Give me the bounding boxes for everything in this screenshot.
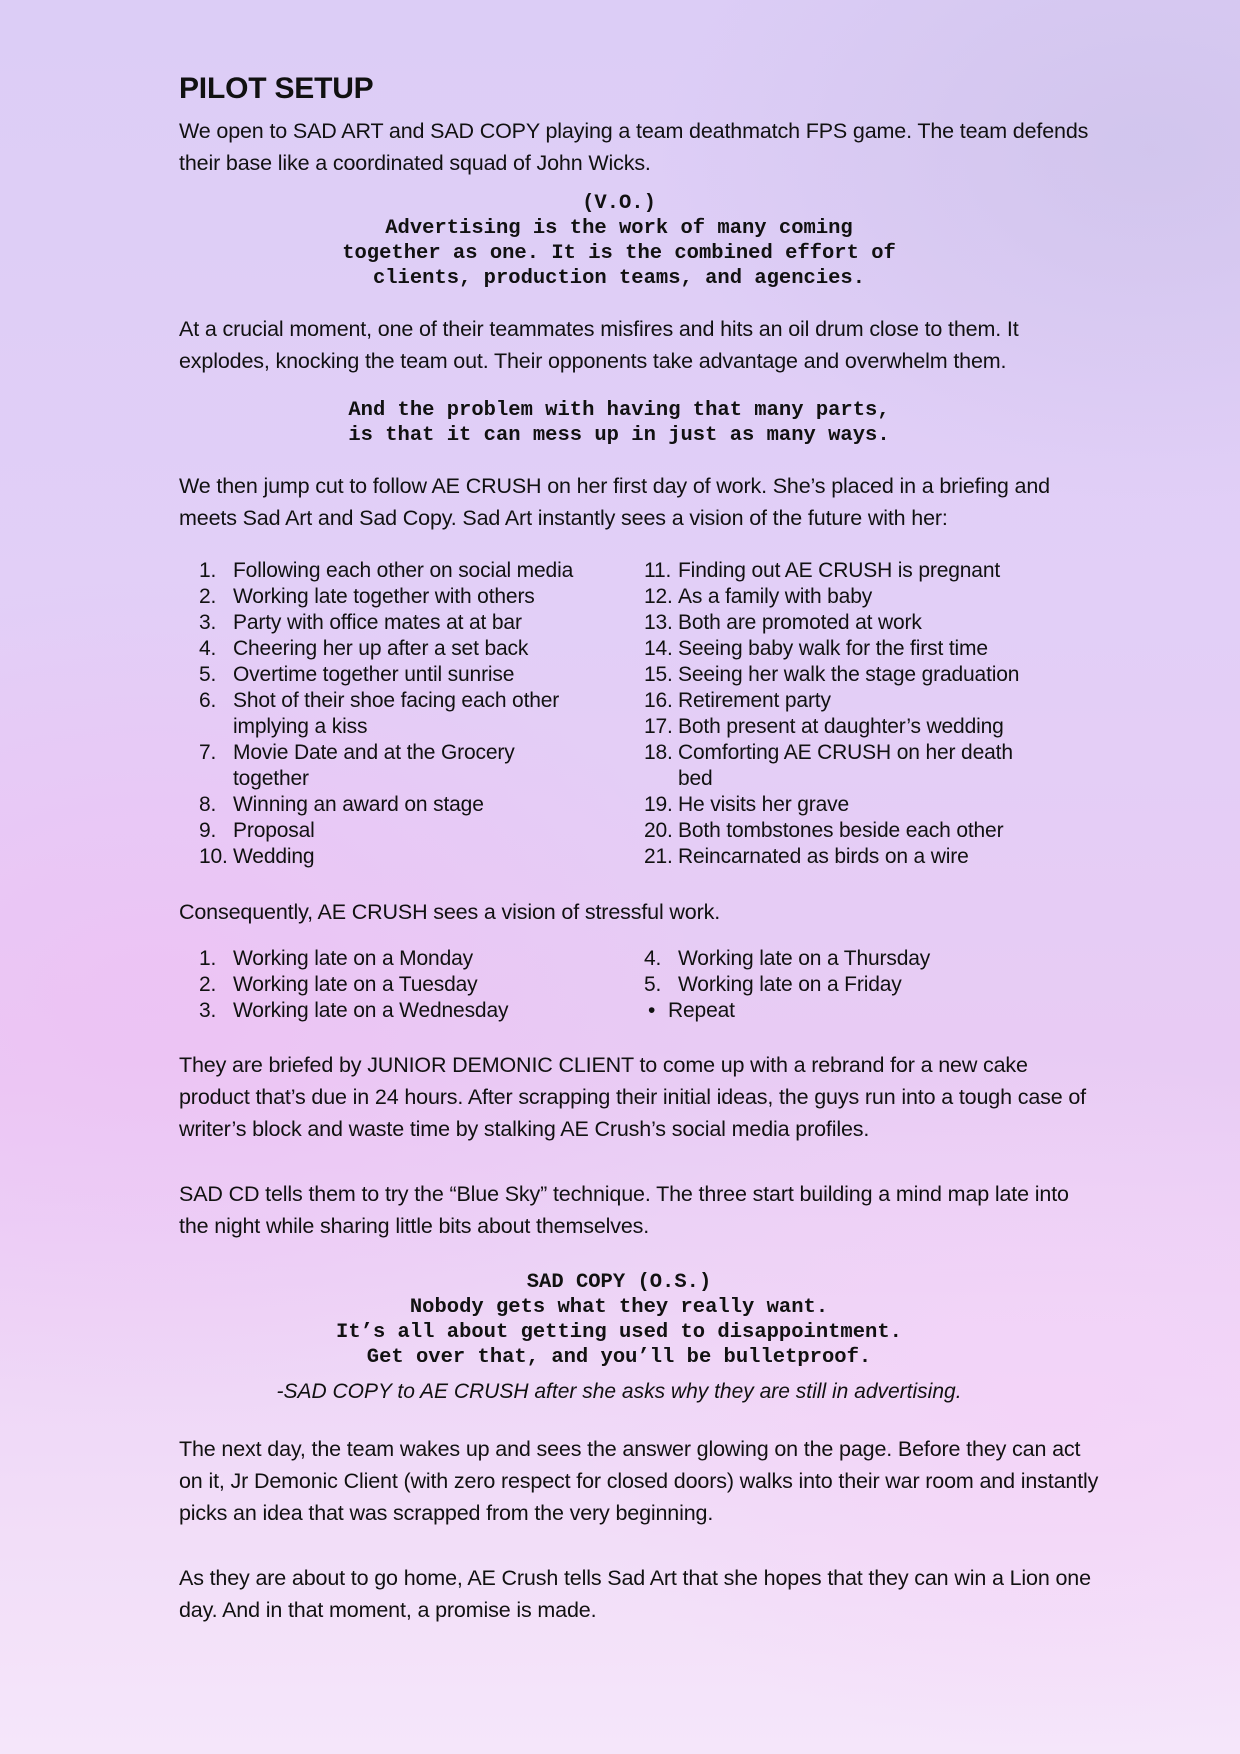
- list-item: • Repeat: [648, 999, 735, 1022]
- list-item: 16. Retirement party: [644, 689, 831, 712]
- list-item: 8. Winning an award on stage: [199, 793, 484, 816]
- list-item: 9. Proposal: [199, 819, 315, 842]
- paragraph-jump-cut: We then jump cut to follow AE CRUSH on her first day of work. She’s placed in a briefing and meets Sad Art and Sad Copy. Sad Art instantly sees a vision of the future with her:: [179, 474, 1050, 530]
- list-item: 13. Both are promoted at work: [644, 611, 922, 634]
- list-item: 3. Party with office mates at at bar: [199, 611, 522, 634]
- list-item: 1. Following each other on social media: [199, 559, 574, 582]
- list-item: 15. Seeing her walk the stage graduation: [644, 663, 1020, 686]
- dialogue-vo-lines: Advertising is the work of many coming together as one. It is the combined effort of clients, production teams, and agencies.: [342, 217, 896, 290]
- list-item: 7. Movie Date and at the Grocery together: [199, 741, 515, 790]
- vision-list-right: [646, 558, 1046, 870]
- list-item: 19. He visits her grave: [644, 793, 850, 816]
- dialogue-problem-lines: And the problem with having that many parts, is that it can mess up in just as many ways.: [348, 399, 890, 447]
- list-item: 12. As a family with baby: [644, 585, 873, 608]
- paragraph-consequently: Consequently, AE CRUSH sees a vision of stressful work.: [179, 900, 721, 924]
- work-list-right: [646, 946, 1046, 998]
- work-list-left: [201, 946, 586, 1024]
- dialogue-sad-copy-lines: Nobody gets what they really want. It’s all about getting used to disappointment. Get over that, and you’ll be bulletproof.: [336, 1296, 902, 1369]
- list-item: 14. Seeing baby walk for the first time: [644, 637, 988, 660]
- list-item: 10. Wedding: [199, 845, 315, 868]
- paragraph-next-day: The next day, the team wakes up and sees the answer glowing on the page. Before they can act on it, Jr Demonic Client (with zero respect for closed doors) walks into their war room and instantly picks an idea that was scrapped from the very beginning.: [179, 1437, 1099, 1525]
- list-item: 2. Working late on a Tuesday: [199, 973, 478, 996]
- list-item: 4. Working late on a Thursday: [644, 947, 931, 970]
- vision-list-left: [201, 558, 586, 870]
- paragraph-opening: We open to SAD ART and SAD COPY playing a team deathmatch FPS game. The team defends their base like a coordinated squad of John Wicks.: [179, 119, 1089, 175]
- paragraph-promise: As they are about to go home, AE Crush tells Sad Art that she hopes that they can win a Lion one day. And in that moment, a promise is made.: [179, 1566, 1091, 1622]
- list-item: 3. Working late on a Wednesday: [199, 999, 509, 1022]
- list-item: 20. Both tombstones beside each other: [644, 819, 1004, 842]
- list-item: 2. Working late together with others: [199, 585, 535, 608]
- dialogue-attribution: -SAD COPY to AE CRUSH after she asks why they are still in advertising.: [276, 1380, 962, 1403]
- list-item: 5. Overtime together until sunrise: [199, 663, 515, 686]
- work-list-bullet: [646, 998, 1046, 1024]
- list-item: 6. Shot of their shoe facing each other implying a kiss: [199, 689, 560, 738]
- list-item: 21. Reincarnated as birds on a wire: [644, 845, 969, 868]
- list-item: 18. Comforting AE CRUSH on her death bed: [644, 741, 1013, 790]
- paragraph-crucial-moment: At a crucial moment, one of their teammates misfires and hits an oil drum close to them. It explodes, knocking the team out. Their opponents take advantage and overwhelm them.: [179, 317, 1019, 373]
- dialogue-character-sad-copy: SAD COPY (O.S.): [526, 1271, 712, 1294]
- list-item: 11. Finding out AE CRUSH is pregnant: [644, 559, 1001, 582]
- list-item: 4. Cheering her up after a set back: [199, 637, 529, 660]
- paragraph-briefed: They are briefed by JUNIOR DEMONIC CLIENT to come up with a rebrand for a new cake product that’s due in 24 hours. After scrapping their initial ideas, the guys run into a tough case of writer’s block and waste time by stalking AE Crush’s social media profiles.: [179, 1053, 1086, 1141]
- paragraph-blue-sky: SAD CD tells them to try the “Blue Sky” technique. The three start building a mind map late into the night while sharing little bits about themselves.: [179, 1182, 1069, 1238]
- list-item: 1. Working late on a Monday: [199, 947, 473, 970]
- list-item: 5. Working late on a Friday: [644, 973, 902, 996]
- page-title: PILOT SETUP: [179, 72, 374, 105]
- dialogue-character-vo: (V.O.): [582, 192, 656, 215]
- list-item: 17. Both present at daughter’s wedding: [644, 715, 1004, 738]
